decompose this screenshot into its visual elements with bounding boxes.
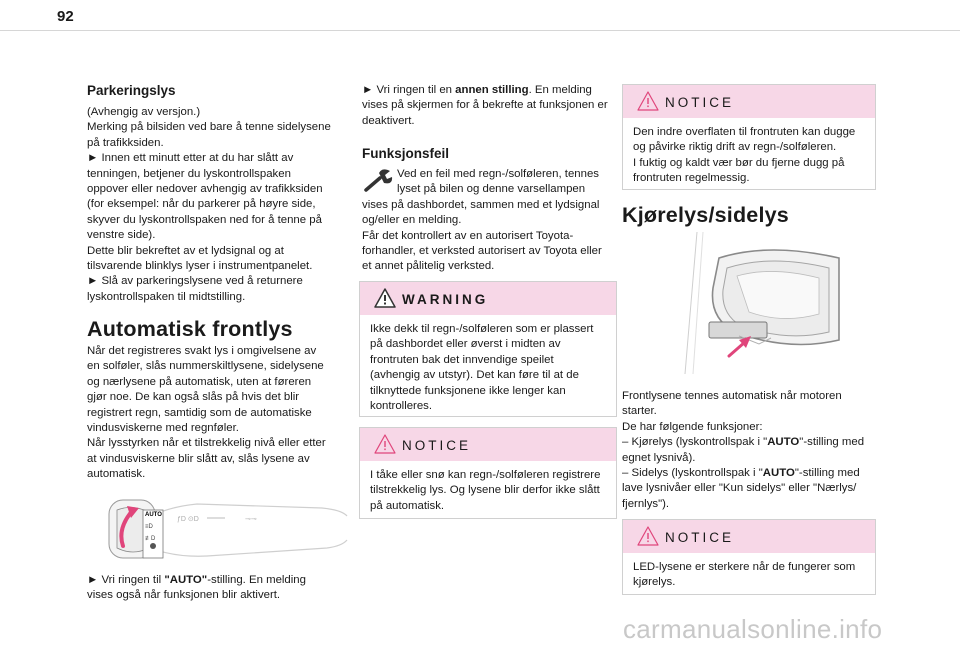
svg-text:ƒD ⊙D: ƒD ⊙D <box>177 516 199 523</box>
text-line: I tåke eller snø kan regn-/solføleren registrere <box>370 469 601 481</box>
text-line: frontruten bak det innvendige speilet <box>370 353 554 366</box>
text-line: LED-lysene er sterkere når de fungerer som <box>633 561 856 573</box>
auto-instruction-text <box>87 573 339 604</box>
notice-triangle-icon <box>374 434 396 454</box>
text-line: ► Vri ringen til "AUTO"-stilling. En melding <box>87 574 306 586</box>
text-line: oppover eller nedover avhengig av trafikksiden <box>87 183 323 196</box>
notice-header <box>623 85 875 118</box>
text-line: Dette blir bekreftet av et lydsignal og at <box>87 244 284 257</box>
top-divider <box>0 30 960 31</box>
malfunction-text <box>362 167 614 275</box>
warning-box <box>359 281 617 417</box>
text-line: tilsvarende blinklys lyser i instrumentpanelet. <box>87 260 313 273</box>
text-line: kontrolleres. <box>370 400 433 413</box>
text-line: deaktivert. <box>362 114 415 127</box>
svg-text:⊸⊸: ⊸⊸ <box>245 516 257 523</box>
notice-header <box>360 428 616 461</box>
notice-box-led <box>622 519 876 595</box>
svg-text:≡D: ≡D <box>145 524 153 530</box>
text-line: De har følgende funksjoner: <box>622 420 763 433</box>
notice-box-fog-windscreen <box>622 84 876 190</box>
daytime-lights-text <box>622 389 874 512</box>
text-line: registrert regn, samtidig som de automatiske <box>87 406 312 419</box>
text-line: Når lysstyrken når et tilstrekkelig nivå eller etter <box>87 437 326 450</box>
text-line: lyskontrollspaken til midtstilling. <box>87 290 246 303</box>
warning-text <box>370 322 602 414</box>
text-line: frontruten regelmessig. <box>633 172 750 185</box>
text-line: vises også når funksjonen blir aktivert. <box>87 589 281 602</box>
text-line: automatisk. <box>87 468 146 481</box>
text-line: på automatisk. <box>370 499 445 512</box>
text-line: tenningen, betjener du lyskontrollspaken <box>87 167 291 180</box>
text-line: vindusviskerne med regnføler. <box>87 422 239 435</box>
notice-triangle-icon <box>637 91 659 111</box>
text-line: på dashbordet eller øverst i midten av <box>370 338 561 351</box>
text-line: vises på dashbordet, sammen med et lydsignal <box>362 198 600 211</box>
text-line: (avhengig av utstyr). Det kan føre til at de <box>370 369 579 382</box>
auto-label: AUTO <box>145 512 162 518</box>
warning-triangle-icon <box>374 288 396 308</box>
notice-label: NOTICE <box>665 530 735 545</box>
text-line: – Sidelys (lyskontrollspak i "AUTO"-stilling med <box>622 467 860 480</box>
text-line: Den indre overflaten til frontruten kan dugge <box>633 126 856 138</box>
text-line: fjernlys"). <box>622 497 670 510</box>
text-line: vises på skjermen for å bekrefte at funksjonen er <box>362 99 608 112</box>
text-line: tilknyttede funksjonene ikke lenger kan <box>370 384 566 397</box>
malfunction-heading: Funksjonsfeil <box>362 146 450 161</box>
automatic-headlights-text <box>87 344 339 483</box>
text-line: gjør noe. De kan også slås på hvis det blir <box>87 391 300 404</box>
text-line: forhandler, et verksted autorisert av Toyota eller <box>362 245 602 258</box>
notice-text <box>633 560 865 591</box>
text-line: tilstrekkelig lys. Og lysene blir derfor ikke slått <box>370 484 600 497</box>
text-line: kjørelys. <box>633 576 676 589</box>
automatic-headlights-heading: Automatisk frontlys <box>87 317 293 341</box>
text-line: og nærlysene på automatisk, uten at føreren <box>87 375 312 388</box>
text-line: på trafikksiden. <box>87 136 164 149</box>
notice-text <box>370 468 602 514</box>
notice-label: NOTICE <box>402 438 472 453</box>
text-line: lyset på bilen og denne varsellampen <box>397 183 586 196</box>
headlamp-illustration <box>679 228 849 376</box>
notice-text <box>633 125 865 187</box>
text-line: venstre side). <box>87 229 156 242</box>
text-line: lave lysnivåer eller "Kun sidelys" eller "Nærlys/ <box>622 482 857 495</box>
text-line: ► Vri ringen til en annen stilling. En melding <box>362 84 592 96</box>
text-line: at vindusviskerne blir slått av, slås lysene av <box>87 452 310 465</box>
text-line: Frontlysene tennes automatisk når motoren <box>622 390 842 402</box>
text-line: I fuktig og kaldt vær bør du fjerne dugg på <box>633 156 845 169</box>
notice-header <box>623 520 875 553</box>
text-line: Får det kontrollert av en autorisert Toyota- <box>362 229 574 242</box>
text-line: og påvirke riktig drift av regn-/solføleren. <box>633 141 837 154</box>
text-line: (for eksempel: når du parkerer på høyre side, <box>87 198 316 211</box>
text-line: Merking på bilsiden ved bare å tenne sidelysene <box>87 121 331 134</box>
parking-lights-heading: Parkeringslys <box>87 83 176 98</box>
warning-header <box>360 282 616 315</box>
light-stalk-illustration <box>97 488 349 568</box>
notice-label: NOTICE <box>665 95 735 110</box>
text-line: Når det registreres svakt lys i omgivelsene av <box>87 345 317 357</box>
page-number: 92 <box>57 8 74 25</box>
text-line: et annet pålitelig verksted. <box>362 260 495 273</box>
other-position-text <box>362 83 614 129</box>
text-line: starter. <box>622 405 657 418</box>
text-line: (Avhengig av versjon.) <box>87 106 201 118</box>
text-line: Ved en feil med regn-/solføleren, tennes <box>397 168 599 180</box>
daytime-lights-heading: Kjørelys/sidelys <box>622 203 789 227</box>
warning-label: WARNING <box>402 292 489 307</box>
watermark: carmanualsonline.info <box>623 614 883 644</box>
text-line: og/eller en melding. <box>362 214 462 227</box>
notice-box-fog <box>359 427 617 519</box>
parking-lights-text <box>87 105 339 305</box>
text-line: – Kjørelys (lyskontrollspak i "AUTO"-stilling med <box>622 436 865 449</box>
notice-triangle-icon <box>637 526 659 546</box>
text-line: egnet lysnivå). <box>622 451 696 464</box>
text-line: skyver du lyskontrollspaken ned for å tenne på <box>87 213 322 226</box>
svg-text:≢D: ≢D <box>145 536 156 542</box>
text-line: ► Innen ett minutt etter at du har slått av <box>87 152 294 165</box>
text-line: Ikke dekk til regn-/solføleren som er plassert <box>370 323 594 335</box>
text-line: en solføler, slås nummerskiltlysene, sidelysene <box>87 360 324 373</box>
text-line: ► Slå av parkeringslysene ved å returnere <box>87 275 303 288</box>
